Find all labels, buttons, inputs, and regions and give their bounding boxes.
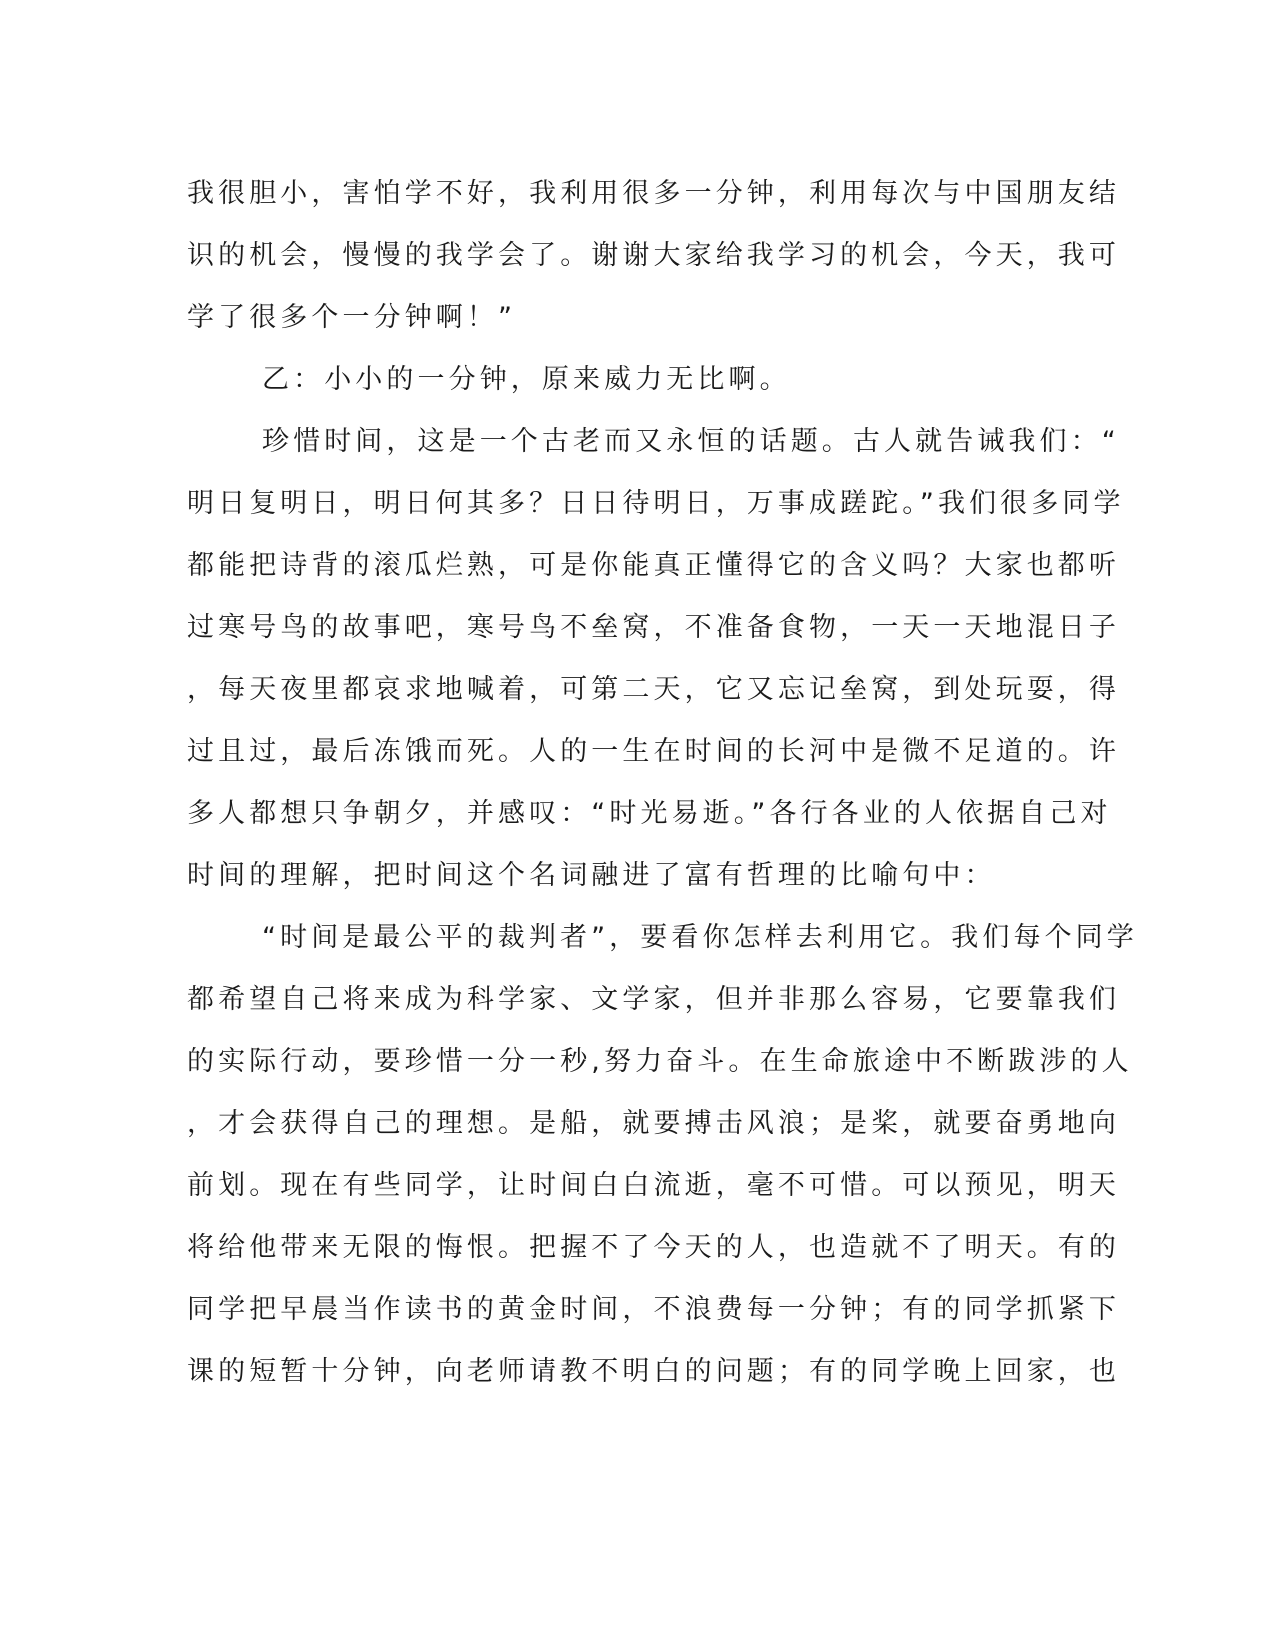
text-line: 时间的理解，把时间这个名词融进了富有哲理的比喻句中：	[187, 860, 996, 891]
text-line: 课的短暂十分钟，向老师请教不明白的问题；有的同学晚上回家，也	[187, 1356, 1120, 1387]
text-line: ，每天夜里都哀求地喊着，可第二天，它又忘记垒窝，到处玩耍，得	[187, 674, 1120, 705]
text-line: 我很胆小，害怕学不好，我利用很多一分钟，利用每次与中国朋友结	[187, 178, 1120, 209]
text-line: 同学把早晨当作读书的黄金时间，不浪费每一分钟；有的同学抓紧下	[187, 1294, 1120, 1325]
text-line: 都希望自己将来成为科学家、文学家，但并非那么容易，它要靠我们	[187, 984, 1120, 1015]
text-line: 前划。现在有些同学，让时间白白流逝，毫不可惜。可以预见，明天	[187, 1170, 1120, 1201]
text-line: “时间是最公平的裁判者”，要看你怎样去利用它。我们每个同学	[262, 922, 1138, 953]
text-line: 都能把诗背的滚瓜烂熟，可是你能真正懂得它的含义吗？大家也都听	[187, 550, 1120, 581]
text-line: 过且过，最后冻饿而死。人的一生在时间的长河中是微不足道的。许	[187, 736, 1120, 767]
text-line: ，才会获得自己的理想。是船，就要搏击风浪；是桨，就要奋勇地向	[187, 1108, 1120, 1139]
text-line: 多人都想只争朝夕，并感叹：“时光易逝。”各行各业的人依据自己对	[187, 798, 1112, 829]
text-line: 的实际行动，要珍惜一分一秒,努力奋斗。在生命旅途中不断跋涉的人	[187, 1046, 1133, 1077]
text-line: 过寒号鸟的故事吧，寒号鸟不垒窝，不准备食物，一天一天地混日子	[187, 612, 1120, 643]
text-line: 识的机会，慢慢的我学会了。谢谢大家给我学习的机会，今天，我可	[187, 240, 1120, 271]
text-line: 明日复明日，明日何其多？日日待明日，万事成蹉跎。”我们很多同学	[187, 488, 1125, 519]
text-line: 珍惜时间，这是一个古老而又永恒的话题。古人就告诫我们：“	[262, 426, 1120, 457]
text-line: 乙：小小的一分钟，原来威力无比啊。	[262, 364, 791, 395]
document-body	[187, 163, 1138, 1403]
text-line: 将给他带来无限的悔恨。把握不了今天的人，也造就不了明天。有的	[187, 1232, 1120, 1263]
text-line: 学了很多个一分钟啊！”	[187, 302, 517, 333]
